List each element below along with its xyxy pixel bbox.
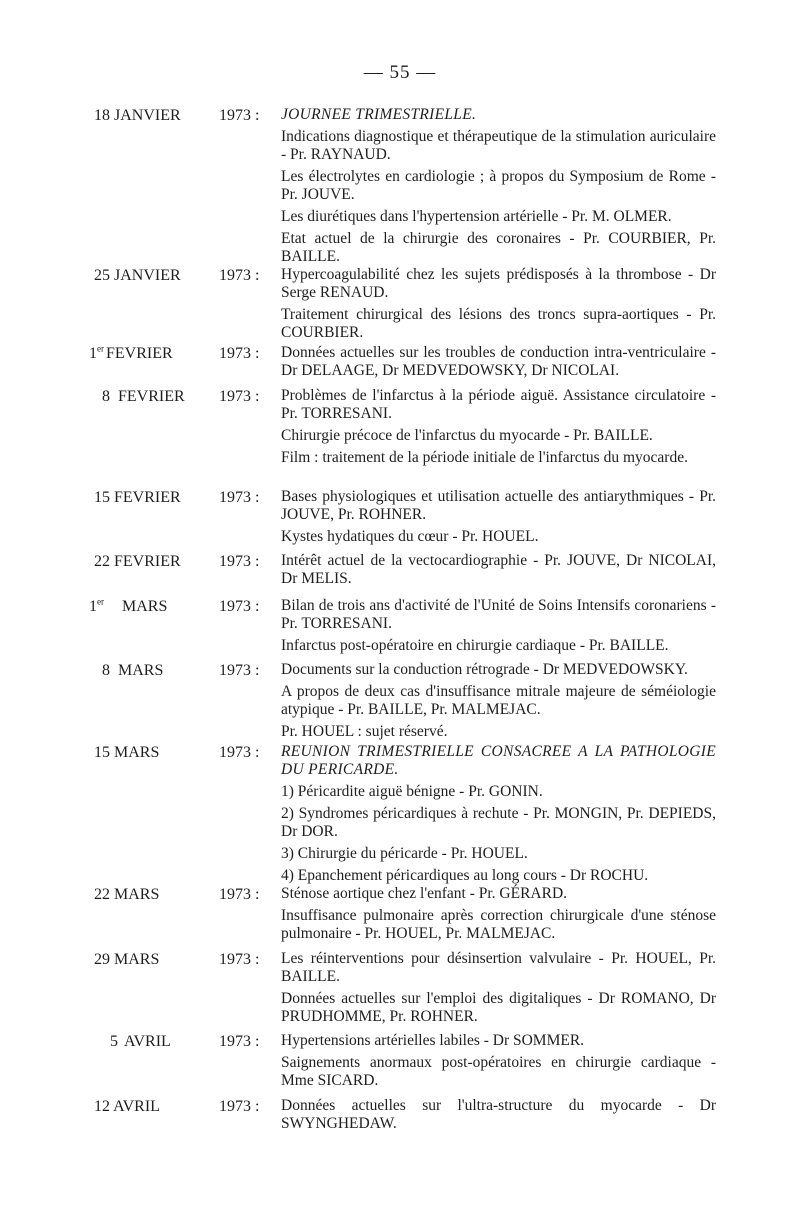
entry-items [281, 1097, 716, 1137]
entry-item: Insuffisance pulmonaire après correction chirurgicale d'une sténose pulmonaire - Pr. HOUEL, Pr. MALMEJAC. [281, 907, 716, 942]
entry-day: 8 [102, 662, 110, 679]
entry-date: 29 MARS [94, 951, 160, 968]
entry-item: REUNION TRIMESTRIELLE CONSACREE A LA PATHOLOGIE DU PERICARDE. [281, 743, 716, 778]
entry-year: 1973 : [219, 886, 260, 903]
entry-item: Hypercoagulabilité chez les sujets prédisposés à la thrombose - Dr Serge RENAUD. [281, 266, 716, 301]
entry-items [281, 488, 716, 550]
entry-item: Documents sur la conduction rétrograde - Dr MEDVEDOWSKY. [281, 661, 688, 678]
page-number: — 55 — [363, 62, 437, 83]
entry-items [281, 597, 716, 659]
entry-month: FEVRIER [118, 388, 185, 405]
entry-year: 1973 : [219, 107, 260, 124]
entry-date: 15 FEVRIER [94, 489, 181, 506]
entry-item: Les électrolytes en cardiologie ; à propos du Symposium de Rome - Pr. JOUVE. [281, 168, 716, 203]
entry-items [281, 266, 716, 346]
entry-day: 8 [102, 388, 110, 405]
entry-item: Bases physiologiques et utilisation actuelle des antiarythmiques - Pr. JOUVE, Pr. ROHNER. [281, 488, 716, 523]
entry-year: 1973 : [219, 1098, 260, 1115]
entry-items [281, 1032, 716, 1094]
entry-items [281, 885, 716, 947]
entry-item: Bilan de trois ans d'activité de l'Unité de Soins Intensifs coronariens - Pr. TORRESANI. [281, 597, 716, 632]
entry-items [281, 950, 716, 1030]
entry-items [281, 552, 716, 592]
entry-year: 1973 : [219, 388, 260, 405]
entry-date: 22 MARS [94, 886, 160, 903]
entry-item: 2) Syndromes péricardiques à rechute - Pr. MONGIN, Pr. DEPIEDS, Dr DOR. [281, 805, 716, 840]
entry-year: 1973 : [219, 267, 260, 284]
entry-item: Hypertensions artérielles labiles - Dr SOMMER. [281, 1032, 585, 1049]
entry-item: Saignements anormaux post-opératoires en chirurgie cardiaque - Mme SICARD. [281, 1054, 716, 1089]
entry-item: Les diurétiques dans l'hypertension artérielle - Pr. M. OLMER. [281, 208, 672, 225]
entry-item: 1) Péricardite aiguë bénigne - Pr. GONIN. [281, 783, 543, 800]
entry-item: Film : traitement de la période initiale de l'infarctus du myocarde. [281, 449, 688, 466]
entry-item: Données actuelles sur l'ultra-structure du myocarde - Dr SWYNGHEDAW. [281, 1097, 716, 1132]
entry-item: 3) Chirurgie du péricarde - Pr. HOUEL. [281, 845, 528, 862]
entry-year: 1973 : [219, 489, 260, 506]
entry-items [281, 387, 716, 471]
entry-item: JOURNEE TRIMESTRIELLE. [281, 106, 477, 123]
entry-date: 25 JANVIER [94, 267, 181, 284]
entry-item: Indications diagnostique et thérapeutique de la stimulation auriculaire - Pr. RAYNAUD. [281, 128, 716, 163]
entry-year: 1973 : [219, 662, 260, 679]
entry-item: Problèmes de l'infarctus à la période aiguë. Assistance circulatoire - Pr. TORRESANI. [281, 387, 716, 422]
entry-month: MARS [118, 662, 164, 679]
entry-item: Les réinterventions pour désinsertion valvulaire - Pr. HOUEL, Pr. BAILLE. [281, 950, 716, 985]
entry-date: 15 MARS [94, 744, 160, 761]
entry-item: 4) Epanchement péricardiques au long cours - Dr ROCHU. [281, 867, 649, 884]
entry-item: Sténose aortique chez l'enfant - Pr. GÉRARD. [281, 885, 568, 902]
entry-year: 1973 : [219, 744, 260, 761]
entry-date: 18 JANVIER [94, 107, 181, 124]
entry-year: 1973 : [219, 951, 260, 968]
entry-year: 1973 : [219, 553, 260, 570]
entry-items [281, 106, 716, 270]
entry-item: Pr. HOUEL : sujet réservé. [281, 723, 448, 740]
entry-item: Données actuelles sur l'emploi des digitaliques - Dr ROMANO, Dr PRUDHOMME, Pr. ROHNER. [281, 990, 716, 1025]
entry-month: MARS [122, 598, 168, 615]
entry-month: AVRIL [124, 1033, 171, 1050]
entry-item: Etat actuel de la chirurgie des coronaires - Pr. COURBIER, Pr. BAILLE. [281, 230, 716, 265]
entry-item: Chirurgie précoce de l'infarctus du myocarde - Pr. BAILLE. [281, 427, 653, 444]
entry-item: A propos de deux cas d'insuffisance mitrale majeure de séméiologie atypique - Pr. BAILLE, Pr. MALMEJAC. [281, 683, 716, 718]
entry-day: 1er [89, 343, 104, 362]
entry-year: 1973 : [219, 598, 260, 615]
entry-day: 1er [89, 596, 104, 615]
entry-year: 1973 : [219, 345, 260, 362]
entry-year: 1973 : [219, 1033, 260, 1050]
entry-items [281, 661, 716, 745]
entry-item: Traitement chirurgical des lésions des troncs supra-aortiques - Pr. COURBIER. [281, 306, 716, 341]
entry-items [281, 344, 716, 384]
entry-item: Kystes hydatiques du cœur - Pr. HOUEL. [281, 528, 539, 545]
entry-items [281, 743, 716, 889]
entry-item: Intérêt actuel de la vectocardiographie - Pr. JOUVE, Dr NICOLAI, Dr MELIS. [281, 552, 716, 587]
entry-item: Infarctus post-opératoire en chirurgie cardiaque - Pr. BAILLE. [281, 637, 669, 654]
entry-month: FEVRIER [106, 345, 173, 362]
entry-day: 5 [110, 1033, 118, 1050]
entry-date: 22 FEVRIER [94, 553, 181, 570]
entry-item: Données actuelles sur les troubles de conduction intra-ventriculaire - Dr DELAAGE, Dr MEDVEDOWSKY, Dr NICOLAI. [281, 344, 716, 379]
entry-date: 12 AVRIL [94, 1098, 160, 1115]
